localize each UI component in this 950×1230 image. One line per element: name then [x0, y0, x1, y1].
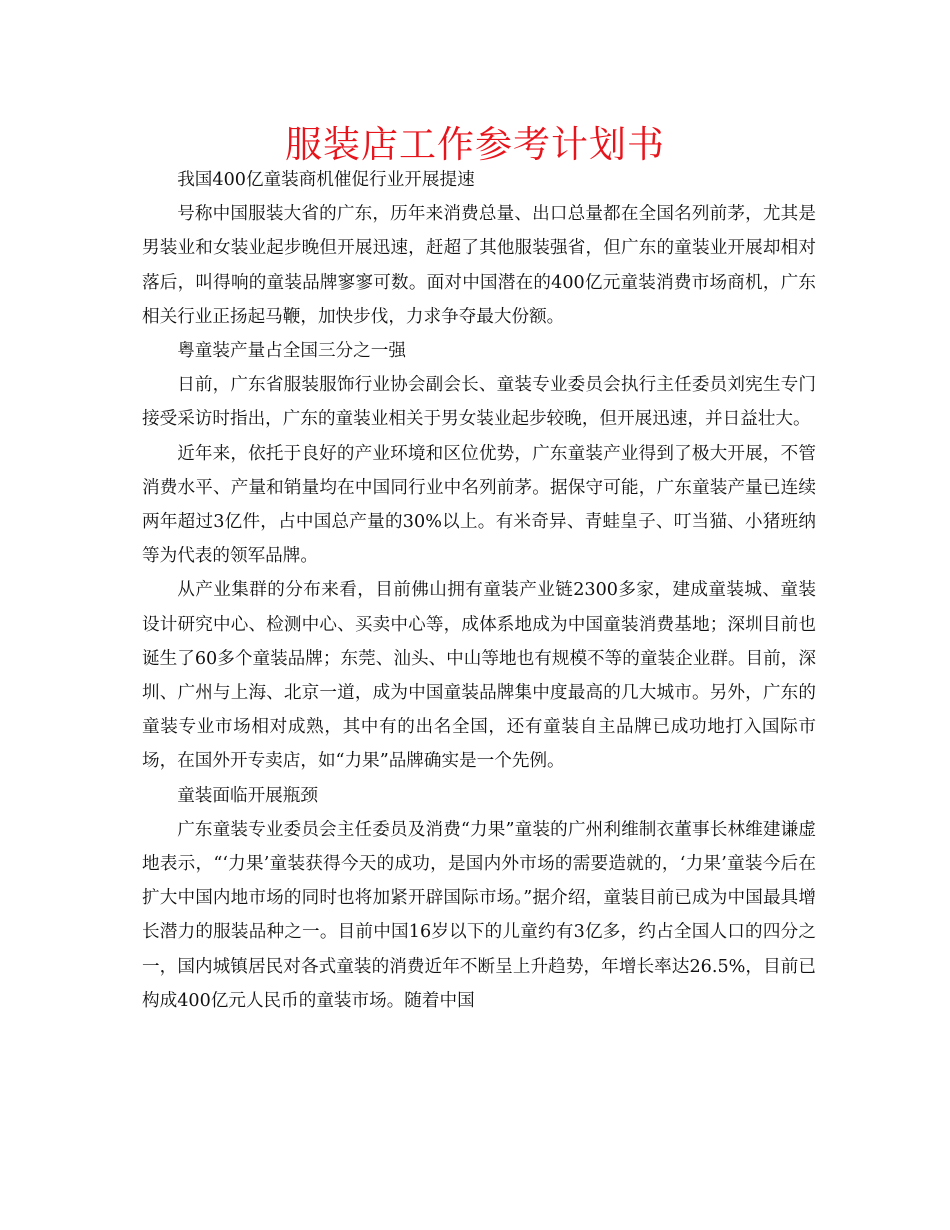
section-heading: 粤童装产量占全国三分之一强: [177, 341, 406, 362]
section-heading: 我国400亿童装商机催促行业开展提速: [177, 170, 475, 190]
document-body: [142, 163, 816, 1018]
body-paragraph: 近年来，依托于良好的产业环境和区位优势，广东童装产业得到了极大开展，不管消费水平、产量和销量均在中国同行业中名列前茅。据保守可能，广东童装产量已连续两年超过3亿件，占中国总产量的30%以上。有米奇异、青蛙皇子、叮当猫、小猪班纳等为代表的领军品牌。: [142, 443, 816, 567]
body-paragraph: 日前，广东省服装服饰行业协会副会长、童装专业委员会执行主任委员刘宪生专门接受采访时指出，广东的童装业相关于男女装业起步较晚，但开展迅速，并日益壮大。: [142, 375, 816, 430]
body-paragraph: 号称中国服装大省的广东，历年来消费总量、出口总量都在全国名列前茅，尤其是男装业和女装业起步晚但开展迅速，赶超了其他服装强省，但广东的童装业开展却相对落后，叫得响的童装品牌寥寥可数。面对中国潜在的400亿元童装消费市场商机，广东相关行业正扬起马鞭，加快步伐，力求争夺最大份额。: [142, 204, 816, 327]
body-paragraph: 广东童装专业委员会主任委员及消费“力果”童装的广州利维制衣董事长林维建谦虚地表示，“‘力果’童装获得今天的成功，是国内外市场的需要造就的，‘力果’童装今后在扩大中国内地市场的同时也将加紧开辟国际市场。”据介绍，童装目前已成为中国最具增长潜力的服装品种之一。目前中国16岁以下的儿童约有3亿多，约占全国人口的四分之一，国内城镇居民对各式童装的消费近年不断呈上升趋势，年增长率达26.5%，目前已构成400亿元人民币的童装市场。随着中国: [142, 819, 816, 1011]
body-paragraph: 从产业集群的分布来看，目前佛山拥有童装产业链2300多家，建成童装城、童装设计研究中心、检测中心、买卖中心等，成体系地成为中国童装消费基地；深圳目前也诞生了60多个童装品牌；东莞、汕头、中山等地也有规模不等的童装企业群。目前，深圳、广州与上海、北京一道，成为中国童装品牌集中度最高的几大城市。另外，广东的童装专业市场相对成熟，其中有的出名全国，还有童装自主品牌已成功地打入国际市场，在国外开专卖店，如“力果”品牌确实是一个先例。: [142, 580, 816, 772]
document-title: 服装店工作参考计划书: [285, 123, 665, 166]
section-heading: 童装面临开展瓶颈: [177, 785, 318, 806]
